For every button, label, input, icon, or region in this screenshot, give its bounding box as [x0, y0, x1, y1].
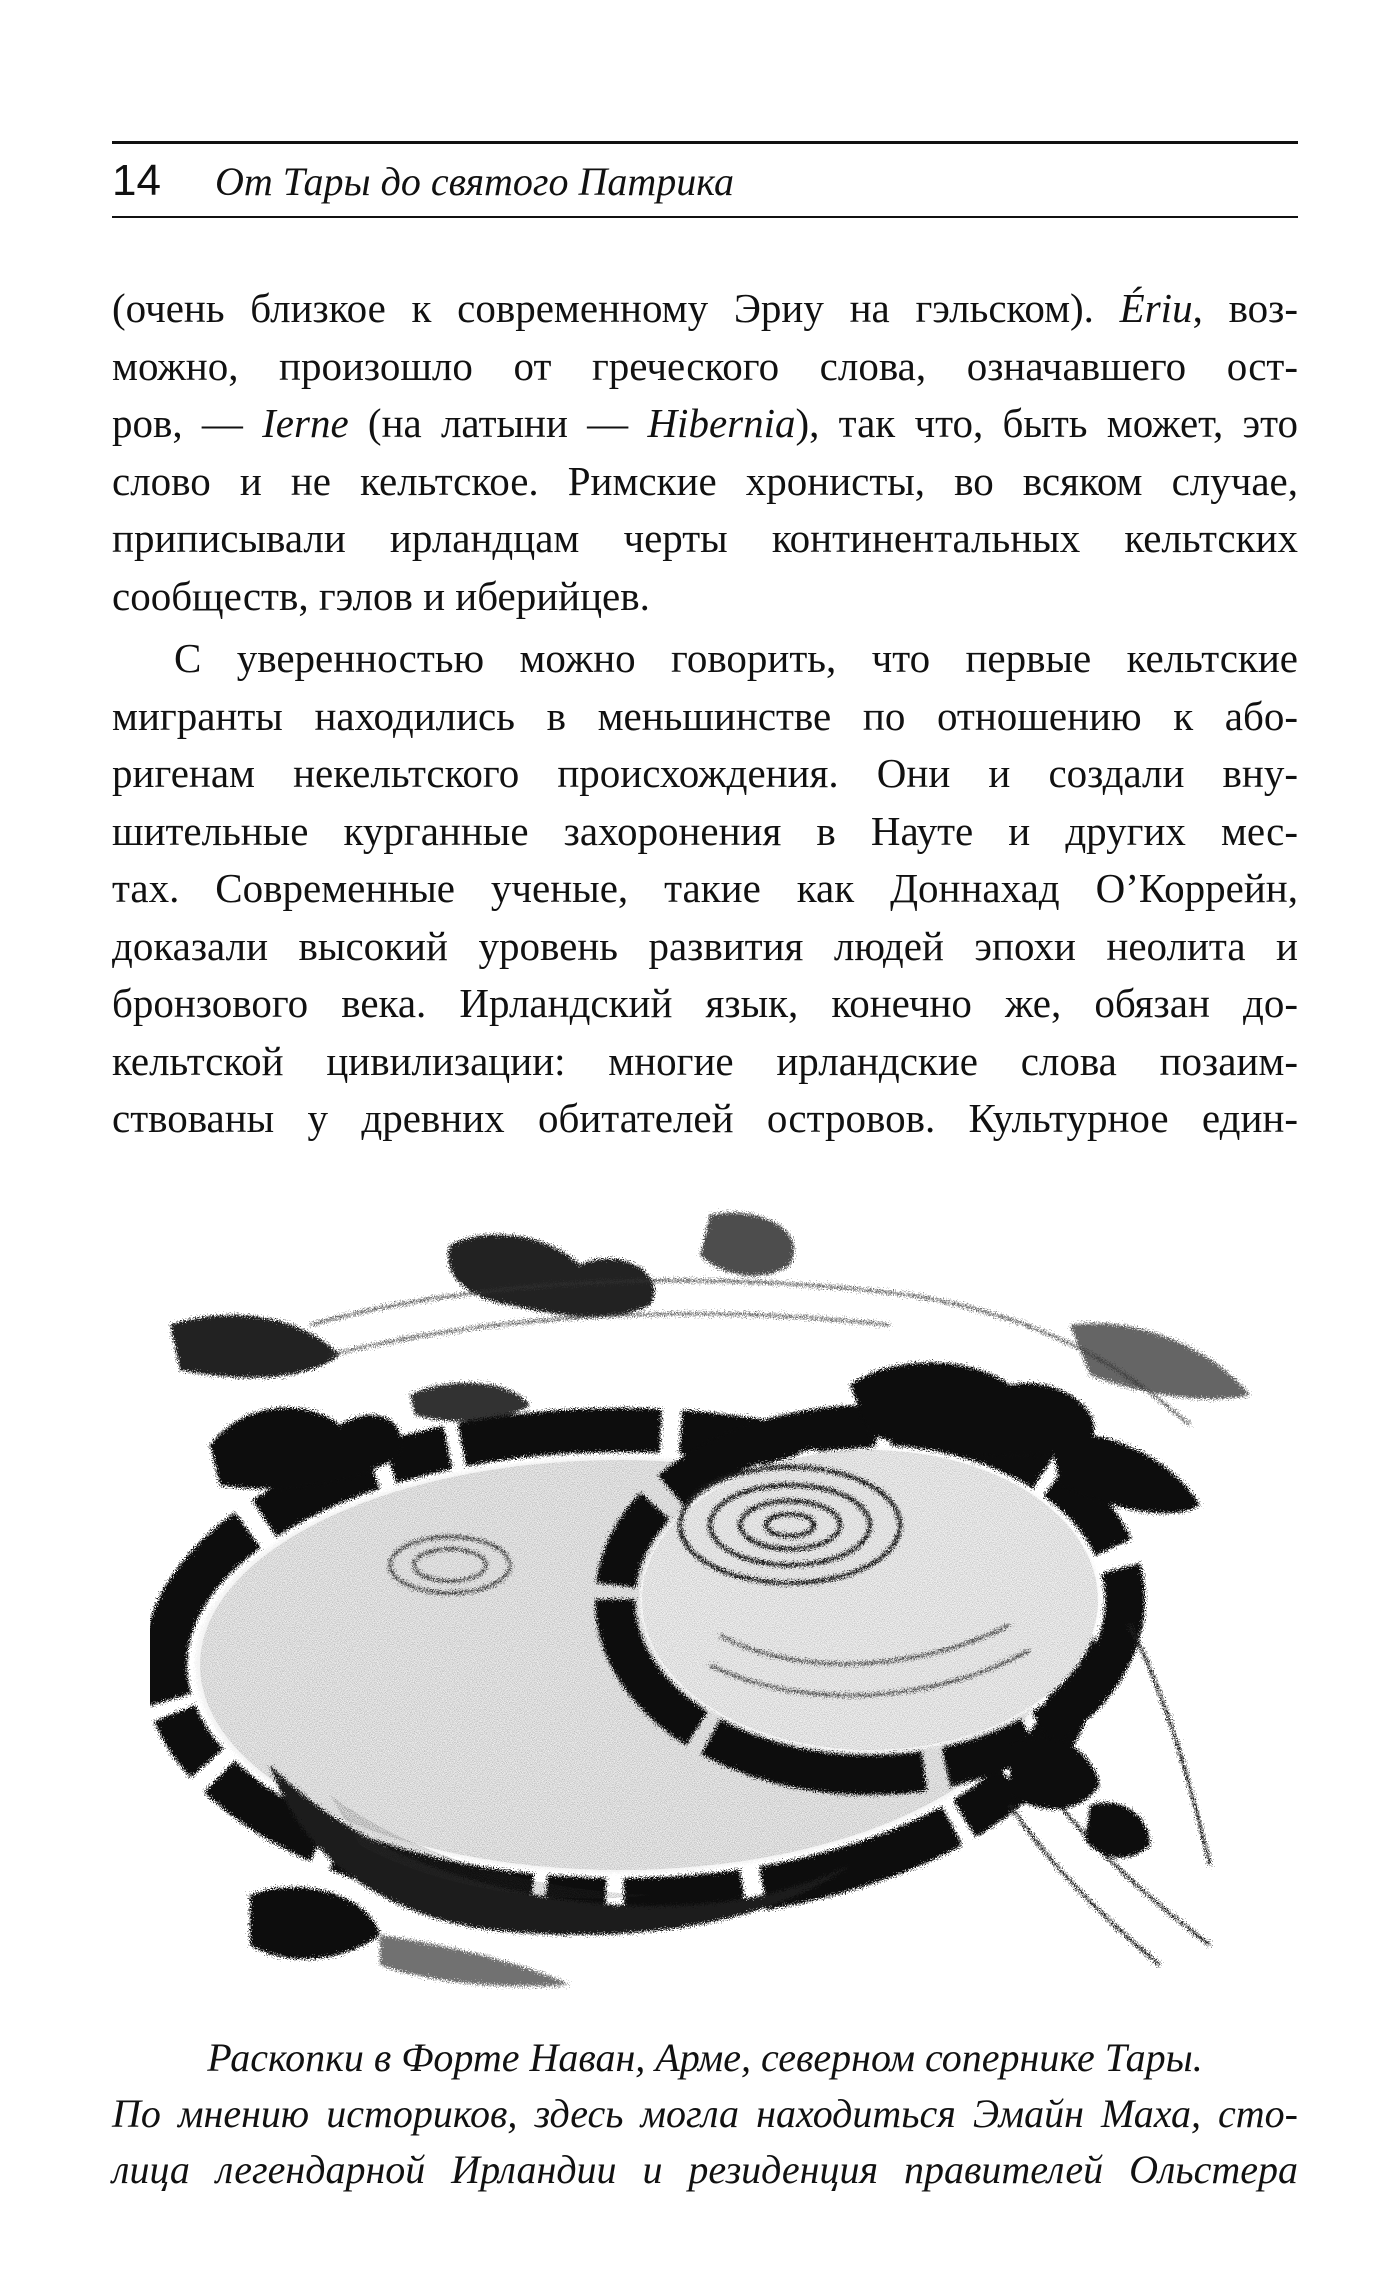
- caption-line: лица легендарной Ирландии и резиденция правителей Ольстера: [112, 2147, 1298, 2192]
- figure-caption: [112, 2030, 1298, 2198]
- text-line: (очень близкое к современному Эриу на гэльском). Ériu, воз-: [112, 285, 1298, 331]
- text-line: мигранты находились в меньшинстве по отношению к або-: [112, 692, 1298, 739]
- page-number: 14: [112, 156, 161, 205]
- text-line: приписывали ирландцам черты континентальных кельтских: [112, 515, 1298, 561]
- text-line: можно, произошло от греческого слова, означавшего ост-: [112, 342, 1298, 389]
- caption-line: Раскопки в Форте Наван, Арме, северном сопернике Тары.: [207, 2035, 1203, 2080]
- page-header: [112, 150, 1298, 212]
- running-title: От Тары до святого Патрика: [214, 159, 735, 204]
- text-line: доказали высокий уровень развития людей эпохи неолита и: [112, 922, 1298, 969]
- text-line: шительные курганные захоронения в Науте и других мес-: [112, 807, 1298, 854]
- header-rule-bottom: [112, 216, 1298, 218]
- text-line: С уверенностью можно говорить, что первые кельтские: [174, 635, 1298, 681]
- text-line: слово и не кельтское. Римские хронисты, во всяком случае,: [112, 457, 1298, 504]
- text-line: бронзового века. Ирландский язык, конечно же, обязан до-: [112, 980, 1298, 1026]
- text-line: ствованы у древних обитателей островов. Культурное един-: [112, 1095, 1298, 1141]
- text-line: сообществ, гэлов и иберийцев.: [112, 572, 650, 619]
- body-text: [112, 280, 1298, 1148]
- text-line: кельтской цивилизации: многие ирландские слова позаим-: [112, 1037, 1298, 1084]
- text-line: тах. Современные ученые, такие как Доннахад О’Коррейн,: [112, 865, 1298, 911]
- header-rule-top: [112, 141, 1298, 144]
- caption-line: По мнению историков, здесь могла находиться Эмайн Маха, сто-: [112, 2091, 1298, 2136]
- text-line: ригенам некельтского происхождения. Они и создали вну-: [112, 750, 1298, 796]
- excavation-illustration-icon: [150, 1205, 1270, 1995]
- text-line: ров, — Ierne (на латыни — Hibernia), так что, быть может, это: [112, 400, 1298, 446]
